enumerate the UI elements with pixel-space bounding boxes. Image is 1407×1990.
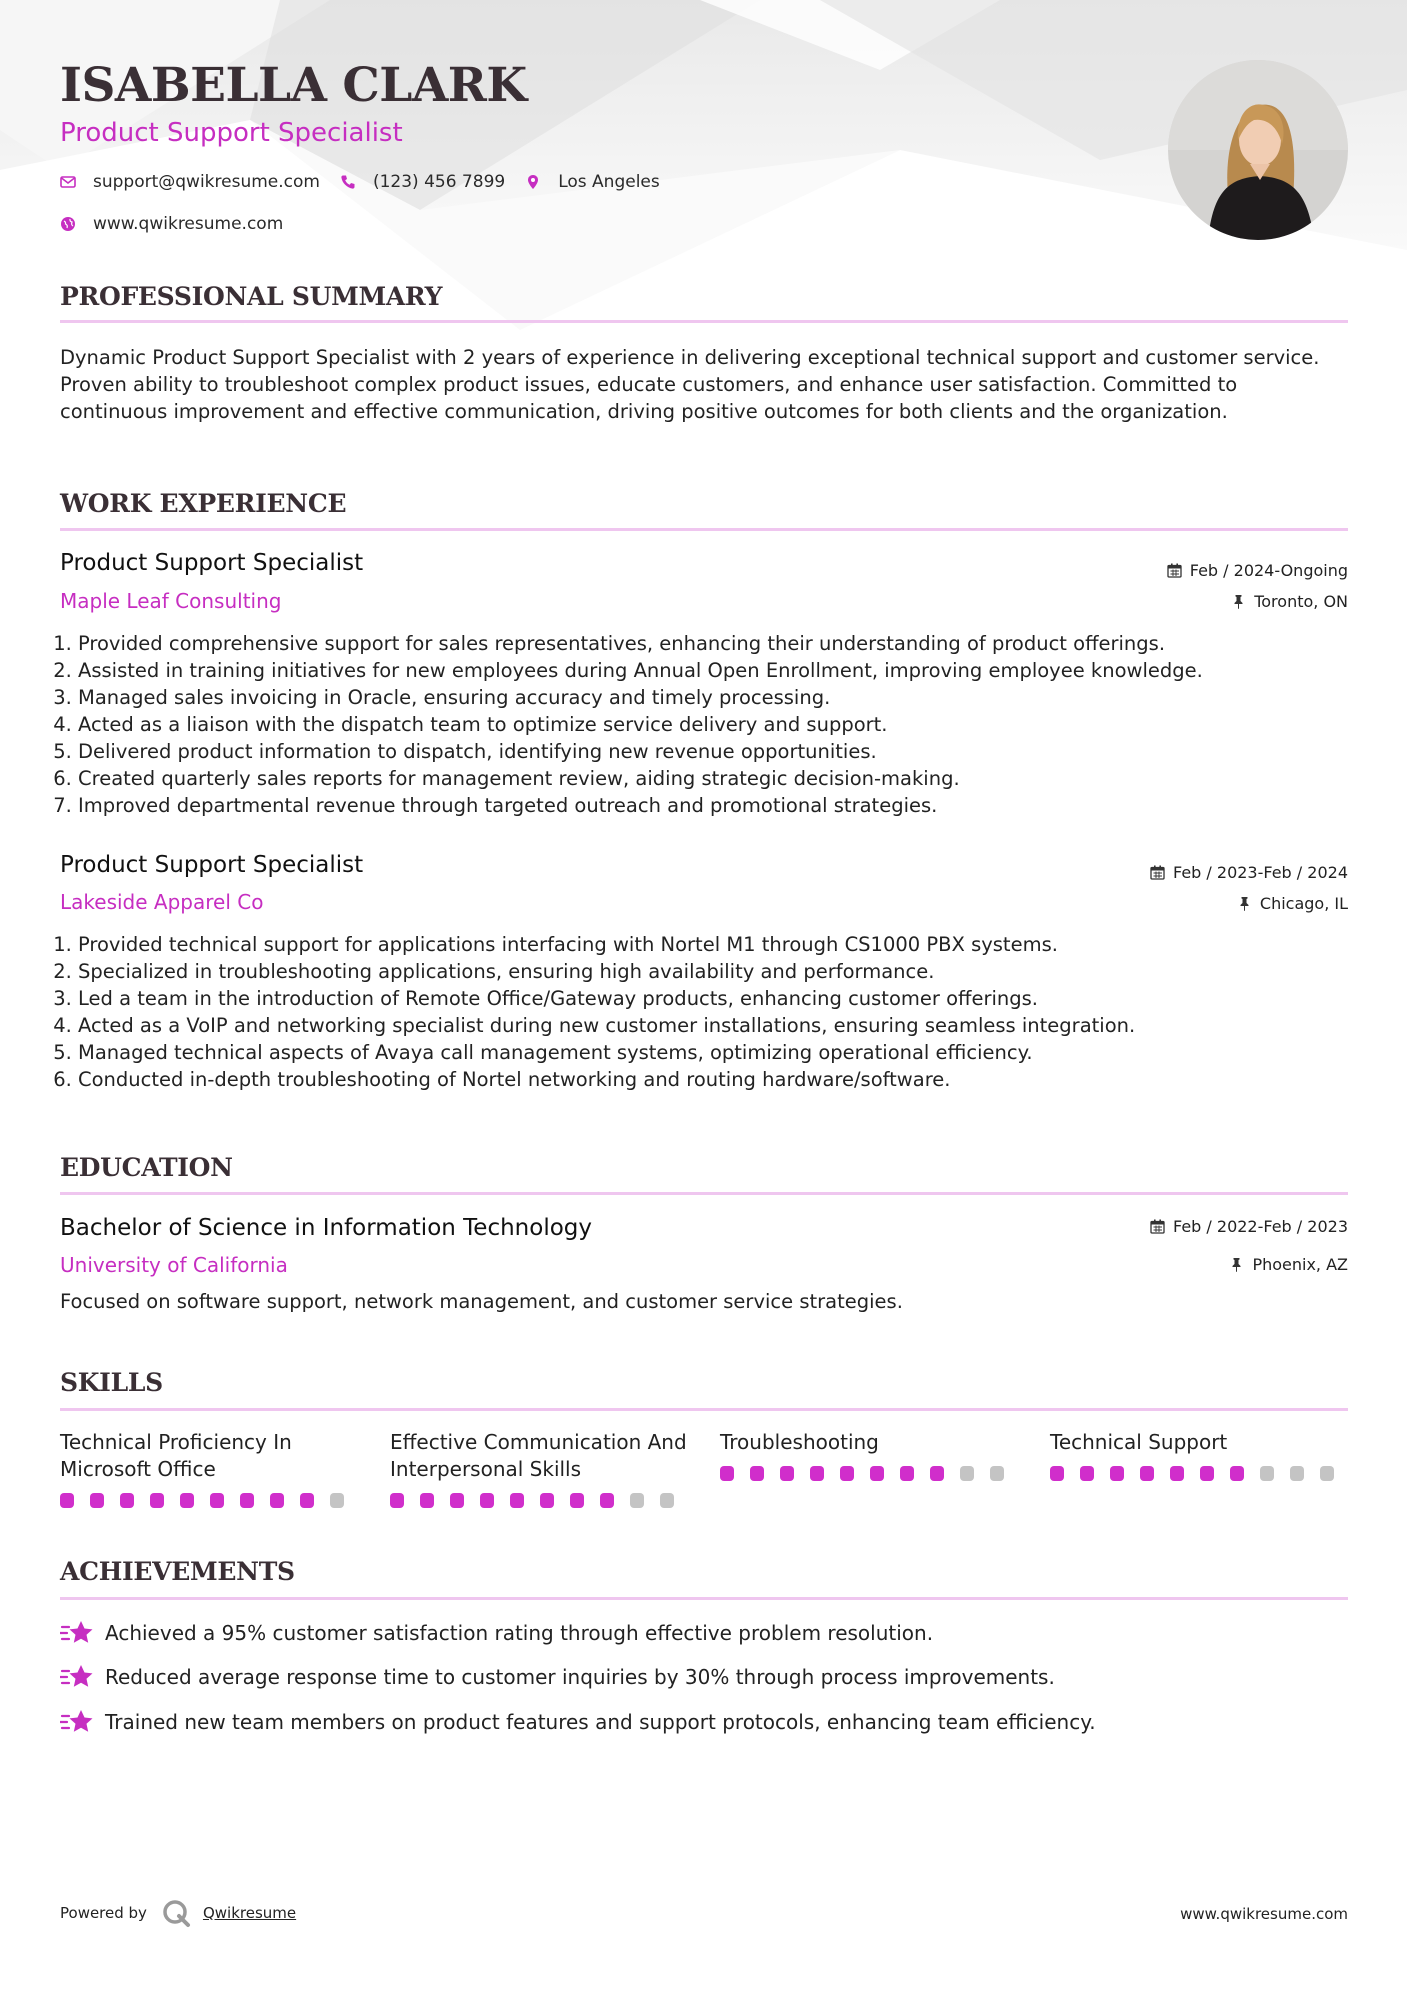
- summary-text: Dynamic Product Support Specialist with 2 years of experience in delivering exceptional technical support and customer service. Proven ability to troubleshoot complex product issues, educate customers, and enhance user satisfaction. Committed to continuous improvement and effective communication, driving positive outcomes for both clients and the organization.: [60, 346, 1320, 423]
- footer-website[interactable]: www.qwikresume.com: [1180, 1905, 1348, 1923]
- education-divider: [60, 1192, 1348, 1195]
- website-text: www.qwikresume.com: [93, 214, 284, 234]
- globe-icon: [60, 216, 76, 232]
- skill-rating: [1050, 1466, 1350, 1481]
- pushpin-icon: [1237, 896, 1252, 911]
- skill-name: Technical Proficiency In Microsoft Office: [60, 1430, 292, 1481]
- rating-dot-filled: [900, 1466, 914, 1481]
- skill-name: Troubleshooting: [720, 1430, 879, 1454]
- phone-text: (123) 456 7899: [372, 172, 506, 192]
- job-2-bullets: [60, 931, 1366, 1093]
- achievements-divider: [60, 1597, 1348, 1600]
- contact-row-1: [60, 172, 680, 192]
- qwikresume-link[interactable]: Qwikresume: [202, 1904, 297, 1922]
- contact-phone[interactable]: [340, 172, 505, 192]
- list-item: 4. Acted as a VoIP and networking specialist during new customer installations, ensuring seamless integration.: [78, 1012, 1366, 1039]
- rating-dot-empty: [960, 1466, 974, 1481]
- job-1-location: Toronto, ON: [1231, 592, 1348, 611]
- rating-dot-filled: [930, 1466, 944, 1481]
- skills-heading: SKILLS: [60, 1368, 163, 1397]
- achievements-heading: ACHIEVEMENTS: [60, 1557, 295, 1586]
- rating-dot-filled: [570, 1493, 584, 1508]
- rating-dot-filled: [240, 1493, 254, 1508]
- list-item: 6. Created quarterly sales reports for management review, aiding strategic decision-making.: [78, 765, 1366, 792]
- rating-dot-filled: [90, 1493, 104, 1508]
- job-2-title: Product Support Specialist: [60, 852, 364, 878]
- skill-item: [720, 1429, 1020, 1481]
- summary-divider: [60, 320, 1348, 323]
- rating-dot-filled: [120, 1493, 134, 1508]
- candidate-title: Product Support Specialist: [60, 118, 403, 148]
- skill-name: Technical Support: [1050, 1430, 1228, 1454]
- rating-dot-empty: [1290, 1466, 1304, 1481]
- rating-dot-filled: [60, 1493, 74, 1508]
- rating-dot-empty: [630, 1493, 644, 1508]
- rating-dot-filled: [750, 1466, 764, 1481]
- rating-dot-empty: [660, 1493, 674, 1508]
- job-1-title: Product Support Specialist: [60, 550, 364, 576]
- star-badge-icon: [60, 1707, 94, 1737]
- rating-dot-filled: [1170, 1466, 1184, 1481]
- rating-dot-filled: [300, 1493, 314, 1508]
- rating-dot-filled: [270, 1493, 284, 1508]
- list-item: 2. Assisted in training initiatives for new employees during Annual Open Enrollment, improving employee knowledge.: [78, 657, 1366, 684]
- list-item: 2. Specialized in troubleshooting applications, ensuring high availability and performance.: [78, 958, 1366, 985]
- star-badge-icon: [60, 1618, 94, 1648]
- job-1-dates: Feb / 2024-Ongoing: [1167, 561, 1348, 580]
- rating-dot-empty: [990, 1466, 1004, 1481]
- calendar-icon: [1150, 865, 1165, 880]
- list-item: 1. Provided comprehensive support for sales representatives, enhancing their understanding of product offerings.: [78, 630, 1366, 657]
- rating-dot-filled: [1140, 1466, 1154, 1481]
- education-location: Phoenix, AZ: [1229, 1255, 1348, 1274]
- candidate-name: ISABELLA CLARK: [60, 58, 527, 113]
- list-item: 6. Conducted in-depth troubleshooting of Nortel networking and routing hardware/software.: [78, 1066, 1366, 1093]
- job-2-company: Lakeside Apparel Co: [60, 890, 264, 914]
- contact-location: [525, 172, 660, 192]
- skill-item: [1050, 1429, 1350, 1481]
- list-item: 3. Managed sales invoicing in Oracle, ensuring accuracy and timely processing.: [78, 684, 1366, 711]
- skills-divider: [60, 1408, 1348, 1411]
- rating-dot-filled: [1200, 1466, 1214, 1481]
- list-item: 1. Provided technical support for applications interfacing with Nortel M1 through CS1000 PBX systems.: [78, 931, 1366, 958]
- calendar-icon: [1150, 1219, 1165, 1234]
- location-text: Los Angeles: [558, 172, 660, 192]
- rating-dot-filled: [1230, 1466, 1244, 1481]
- email-text: support@qwikresume.com: [93, 172, 320, 192]
- rating-dot-filled: [510, 1493, 524, 1508]
- education-dates: Feb / 2022-Feb / 2023: [1150, 1217, 1348, 1236]
- list-item: 5. Delivered product information to dispatch, identifying new revenue opportunities.: [78, 738, 1366, 765]
- skill-item: [390, 1429, 690, 1508]
- rating-dot-filled: [1110, 1466, 1124, 1481]
- list-item: 3. Led a team in the introduction of Remote Office/Gateway products, enhancing customer offerings.: [78, 985, 1366, 1012]
- contact-email[interactable]: [60, 172, 320, 192]
- experience-divider: [60, 528, 1348, 531]
- rating-dot-filled: [450, 1493, 464, 1508]
- rating-dot-filled: [150, 1493, 164, 1508]
- star-badge-icon: [60, 1662, 94, 1692]
- rating-dot-filled: [720, 1466, 734, 1481]
- rating-dot-filled: [420, 1493, 434, 1508]
- contact-website[interactable]: [60, 214, 283, 234]
- rating-dot-empty: [1320, 1466, 1334, 1481]
- rating-dot-filled: [540, 1493, 554, 1508]
- summary-heading: PROFESSIONAL SUMMARY: [60, 282, 443, 311]
- job-2-location: Chicago, IL: [1237, 894, 1348, 913]
- rating-dot-filled: [390, 1493, 404, 1508]
- skill-name: Effective Communication And Interpersonal Skills: [390, 1430, 687, 1481]
- job-2-dates: Feb / 2023-Feb / 2024: [1150, 863, 1348, 882]
- contact-row-2: [60, 214, 303, 234]
- education-description: Focused on software support, network management, and customer service strategies.: [60, 1290, 903, 1313]
- skill-rating: [720, 1466, 1020, 1481]
- rating-dot-empty: [1260, 1466, 1274, 1481]
- list-item: 7. Improved departmental revenue through targeted outreach and promotional strategies.: [78, 792, 1366, 819]
- experience-heading: WORK EXPERIENCE: [60, 489, 347, 518]
- footer-powered-by: [60, 1898, 296, 1928]
- job-1-bullets: [60, 630, 1366, 819]
- rating-dot-filled: [480, 1493, 494, 1508]
- rating-dot-filled: [600, 1493, 614, 1508]
- education-heading: EDUCATION: [60, 1153, 233, 1182]
- skill-rating: [60, 1493, 360, 1508]
- map-pin-icon: [525, 174, 541, 190]
- rating-dot-empty: [330, 1493, 344, 1508]
- envelope-icon: [60, 174, 76, 190]
- rating-dot-filled: [180, 1493, 194, 1508]
- powered-by-label: Powered by: [60, 1904, 147, 1922]
- rating-dot-filled: [810, 1466, 824, 1481]
- phone-icon: [340, 174, 356, 190]
- calendar-icon: [1167, 563, 1182, 578]
- list-item: 4. Acted as a liaison with the dispatch team to optimize service delivery and support.: [78, 711, 1366, 738]
- job-1-company: Maple Leaf Consulting: [60, 589, 282, 613]
- list-item: 5. Managed technical aspects of Avaya call management systems, optimizing operational efficiency.: [78, 1039, 1366, 1066]
- skill-item: [60, 1429, 360, 1508]
- rating-dot-filled: [870, 1466, 884, 1481]
- skill-rating: [390, 1493, 690, 1508]
- rating-dot-filled: [840, 1466, 854, 1481]
- pushpin-icon: [1231, 594, 1246, 609]
- education-degree: Bachelor of Science in Information Technology: [60, 1215, 592, 1241]
- achievement-item: Trained new team members on product features and support protocols, enhancing team efficiency.: [60, 1707, 1096, 1737]
- profile-photo: [1168, 60, 1348, 240]
- qwikresume-logo: [161, 1898, 191, 1928]
- rating-dot-filled: [1050, 1466, 1064, 1481]
- achievement-item: Reduced average response time to customer inquiries by 30% through process improvements.: [60, 1662, 1055, 1692]
- achievement-item: Achieved a 95% customer satisfaction rating through effective problem resolution.: [60, 1618, 933, 1648]
- rating-dot-filled: [1080, 1466, 1094, 1481]
- rating-dot-filled: [210, 1493, 224, 1508]
- pushpin-icon: [1229, 1257, 1244, 1272]
- education-school: University of California: [60, 1253, 288, 1277]
- rating-dot-filled: [780, 1466, 794, 1481]
